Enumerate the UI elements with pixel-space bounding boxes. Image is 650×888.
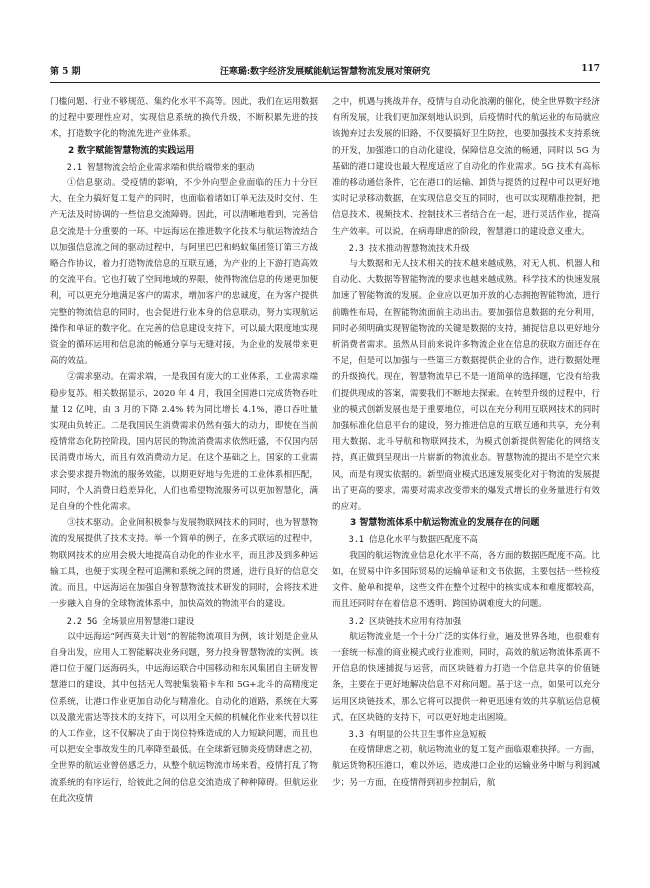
subsection-heading: 2.1 智慧物流会给企业需求端和供给端带来的驱动 bbox=[66, 161, 255, 172]
section-heading: 2 数字赋能智慧物流的实践运用 bbox=[68, 145, 195, 156]
section-heading: 3 智慧物流体系中航运物流业的发展存在的问题 bbox=[350, 518, 540, 529]
issue-number: 第 5 期 bbox=[50, 67, 81, 77]
body-paragraph: 与大数据和无人技术相关的技术越来越成熟，对无人机、机器人和自动化、大数据等智能物流的要求也越来越成熟。科学技术的快速发展加速了智能物流的发展。企业应以更加开放的心态拥抱智能物流，进行前瞻性布局，在智能物流面前主动出击。要加强信息数据的充分利用，同时必须明确实现智能物流的关键是数据的支持，捕捉信息以更好地分析消费者需求。虽然从目前来说许多物流企业在信息的获取方面还存在不足，但是可以加强与一些第三方数据提供企业的合作，进行数据处理的升级换代。现在，智慧物流早已不是一道简单的选择题，它没有给我们提供现成的答案，需要我们不断地去探索。在转型升级的过程中，行业的模式创新发展也是于重要地位，可以在充分利用互联网技术的同时加强标准化信息平台的建设，努力推进信息的互联互通和共享，充分利用大数据、北斗导航和物联网技术，为模式创新提供智能化的网络支持，真正做到呈现出一片崭新的物流业态。智慧物流的提出不是空穴来风，而是有现实依据的。新型商业模式迅速发展变化对于物流的发展提出了更高的要求，需要对需求改变带来的爆发式增长的业务量进行有效的应对。 bbox=[332, 259, 600, 513]
body-paragraph: 我国的航运物流业信息化水平不高，各方面的数据匹配度不高。比如，在贸易中许多国际贸易的运输单证和文书依据，主要包括一些检疫文件、舱单和提单，这些文件在整个过程中的核实成本和难度都较高，而且还同时存在着信息不透明、跨国协调难度大的问题。 bbox=[332, 550, 600, 610]
body-paragraph: 以中远海运“阿西莫夫计划”的智能物流项目为例，该计划是企业从自身出发，应用人工智能解决业务问题，努力投身智慧物流的实例。该港口位于厦门远海码头，中远海运联合中国移动和东风集团自主研发智慧港口的建设，其中包括无人驾驶集装箱卡车和 5G+北斗的高精度定位系统，让港口作业更加自动化与精准化。自动化的道路，系统在大雾以及激光雷达等技术的支持下，可以用全天候的机械化作业来代替以往的人工作业，这不仅解决了由于岗位特殊造成的人力短缺问题，而且也可以把安全事故发生的几率降至最低。在全球新冠肺炎疫情肆虐之初，全世界的航运业曾倍感乏力，从整个航运物流市场来看，疫情打乱了物流系统的有序运行，给彼此之间的信息交流造成了种种障碍。但航运业在此次疫情 bbox=[50, 631, 318, 804]
right-column bbox=[332, 94, 600, 876]
body-paragraph: ②需求驱动。在需求端，一是我国有庞大的工业体系，工业需求端稳步复苏。相关数据显示，2020 年 4 月，我国全国港口完成货物吞吐量 12 亿吨，由 3 月的下降 2.4% 转为同比增长 4.1%，港口吞吐量实现由负转正。二是我国民生消费需求仍然有强大的动力，即使在当前疫情常态化防控阶段，国内居民的物流消费需求依然旺盛，不仅国内居民消费市场大，而且有效消费动力足。在这个基础之上，国家的工业需求会要求提升物流的服务效能，以期更好地与先进的工业体系相匹配，同时，个人消费日趋差异化，人们也希望物流服务可以更加智慧化，满足自身的个性化需求。 bbox=[50, 372, 318, 513]
body-paragraph: ①信息驱动。受疫情的影响，不少外向型企业面临的压力十分巨大，在全力搞好复工复产的同时，也面临着诸如订单无法及时交付、生产无法及时协调的一些信息交流障碍。因此，可以清晰地看到，完善信息交流是十分重要的一环。中远海运在推进数字化技术与航运物流结合以加强信息流之间的驱动过程中，与阿里巴巴和蚂蚁集团签订第三方战略合作协议，着力打造物流信息的互联互通，为产业的上下游打造高效的交流平台。它也打破了空间地域的界限，使得物流信息的传递更加便利，可以更充分地满足客户的需求，增加客户的忠诚度，在为客户提供完整的物流信息的同时，也会促进行业本身的信息联动，努力实现航运操作和单证的数字化。在完善的信息建设支持下，可以最大限度地实现资金的循环运用和信息流的畅通分享与无缝对接，为企业的发展带来更高的效益。 bbox=[50, 178, 318, 367]
body-paragraph: 门槛问题、行业不够规范、集约化水平不高等。因此，我们在运用数据的过程中要理性应对，实现信息系统的换代升级，不断积累先进的技术，打造数字化的物流先进产业体系。 bbox=[50, 97, 318, 140]
body-paragraph: ③技术驱动。企业间积极参与发展物联网技术的同时，也为智慧物流的发展提供了技术支持。举一个简单的例子，在多式联运的过程中，物联网技术的应用会极大地提高自动化的作业水平，而且涉及到多种运输工具，也便于实现全程可追溯和系统之间的贯通，进行良好的信息交流。而且，中远海运在加强自身智慧物流技术研发的同时，会将技术进一步融入自身的全球物流体系中，加快高效的物流平台的建设。 bbox=[50, 518, 318, 610]
subsection-heading: 3.1 信息化水平与数据匹配度不高 bbox=[348, 534, 478, 545]
running-title: 汪寒璐:数字经济发展赋能航运智慧物流发展对策研究 bbox=[219, 67, 431, 77]
left-column bbox=[50, 94, 318, 876]
subsection-heading: 3.3 有明显的公共卫生事件应急短板 bbox=[348, 728, 487, 739]
subsection-heading: 2.3 技术推动智慧物流技术升级 bbox=[348, 242, 470, 253]
running-header bbox=[50, 64, 600, 83]
body-paragraph: 在疫情肆虐之初，航运物流业的复工复产面临艰难抉择。一方面，航运货物积压港口，难以外运，造成港口企业的运输业务中断与利润减少；另一方面，在疫情得到初步控制后，航 bbox=[332, 745, 600, 788]
body-paragraph: 之中，机遇与挑战并存，疫情与自动化浪潮的催化，使全世界数字经济有所发展，让我们更加深刻地认识到，后疫情时代的航运业的布局就应该抛弃过去发展的旧路，不仅要搞好卫生防控，也要加强技术支持系统的开发，加强港口的自动化建设，保障信息交流的畅通，同时以 5G 为基础的港口建设也最大程度适应了自动化的作业需求。5G 技术有高标准的移动通信条件，它在港口的运输、卸货与提货的过程中可以更好地实时记录移动数据，在实现信息交互的同时，也可以实现精准控制，把信息技术、视频技术、控制技术三者结合在一起，进行灵活作业，提高生产效率。可以说，在病毒肆虐的阶段，智慧港口的建设意义重大。 bbox=[332, 97, 600, 237]
page-number: 117 bbox=[581, 64, 600, 74]
body-paragraph: 航运物流业是一个十分广泛的实体行业，遍及世界各地，也很难有一套统一标准的商业模式或行业准则，同时，高效的航运物流体系离不开信息的快速捕捉与运营，而区块链着力打造一个信息共享的价值链条，主要在于更好地解决信息不对称问题。基于这一点，如果可以充分运用区块链技术，那么它将可以提供一种更迅速有效的共享航运信息模式，在区块链的支持下，可以更好地走出困境。 bbox=[332, 631, 600, 723]
subsection-heading: 2.2 5G 全场景应用智慧港口建设 bbox=[66, 615, 195, 626]
subsection-heading: 3.2 区块链技术应用有待加强 bbox=[348, 615, 462, 626]
